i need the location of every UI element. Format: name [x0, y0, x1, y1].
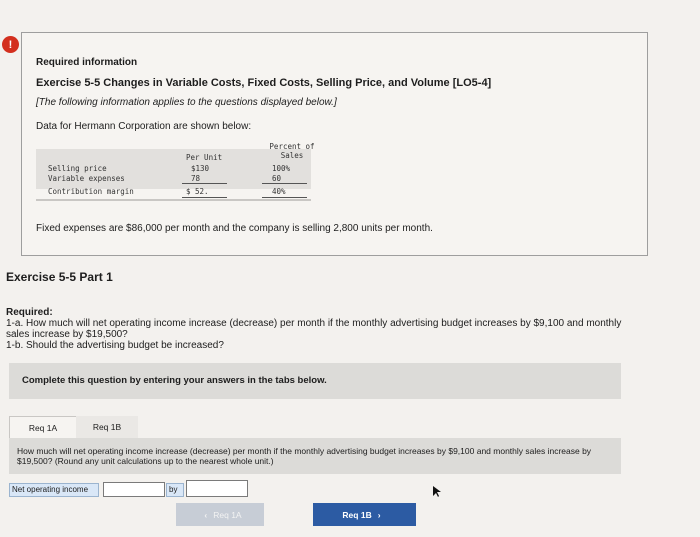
row-percent: 40%: [272, 187, 286, 196]
prev-button-label: Req 1A: [213, 509, 242, 520]
header-percent-line1: Percent of: [269, 142, 315, 151]
question-text: How much will net operating income increase (decrease) per month if the monthly advertising budget increases by $9,100 and monthly sales increase by $19,500? (Round any unit calculations up to the nearest whole unit.): [9, 438, 621, 474]
chevron-right-icon: ›: [377, 509, 381, 520]
total-line: [182, 197, 227, 198]
row-label: Contribution margin: [48, 187, 134, 196]
next-req-1b-button[interactable]: [313, 503, 416, 526]
required-info-box: [21, 32, 648, 256]
row-percent: 100%: [272, 164, 291, 173]
requirements: [6, 318, 636, 351]
row-per-unit: 78: [191, 174, 201, 183]
row-percent: 60: [272, 174, 282, 183]
row-per-unit: $130: [191, 164, 210, 173]
requirement-1a: 1-a. How much will net operating income increase (decrease) per month if the monthly advertising budget increases by $9,100 and monthly sales increase by $19,500?: [6, 318, 622, 340]
tab-req-1a[interactable]: Req 1A: [9, 416, 77, 439]
row-label: Variable expenses: [48, 174, 125, 183]
data-intro: Data for Hermann Corporation are shown below:: [36, 121, 252, 132]
chevron-left-icon: ‹: [204, 509, 208, 520]
row-per-unit: $ 52.: [186, 187, 209, 196]
exercise-title: Exercise 5-5 Changes in Variable Costs, Fixed Costs, Selling Price, and Volume [LO5-4]: [36, 77, 492, 89]
part-title: Exercise 5-5 Part 1: [6, 270, 113, 284]
prev-req-1a-button[interactable]: [176, 503, 264, 526]
subtotal-line: [182, 183, 227, 184]
next-button-label: Req 1B: [342, 509, 372, 520]
answer-direction-input[interactable]: [103, 482, 165, 497]
data-table: [36, 142, 315, 205]
by-label: by: [166, 483, 184, 497]
mouse-cursor-icon: [433, 486, 441, 498]
exercise-note: [The following information applies to the questions displayed below.]: [36, 97, 337, 108]
net-operating-income-label: Net operating income: [9, 483, 99, 497]
header-per-unit: Per Unit: [186, 153, 223, 162]
subtotal-line: [262, 183, 307, 184]
fixed-expenses-text: Fixed expenses are $86,000 per month and the company is selling 2,800 units per month.: [36, 223, 433, 234]
alert-icon: !: [2, 36, 19, 53]
required-info-heading: Required information: [36, 57, 138, 68]
required-heading: Required:: [6, 307, 53, 318]
instruction-banner: Complete this question by entering your answers in the tabs below.: [9, 363, 621, 399]
answer-amount-input[interactable]: [186, 480, 248, 497]
total-line: [262, 197, 307, 198]
header-percent-line2: Sales: [280, 151, 304, 160]
header-percent: [262, 142, 322, 160]
row-label: Selling price: [48, 164, 107, 173]
tab-req-1b[interactable]: Req 1B: [76, 416, 138, 438]
table-bottom-border: [36, 199, 311, 201]
requirement-1b: 1-b. Should the advertising budget be increased?: [6, 340, 224, 351]
